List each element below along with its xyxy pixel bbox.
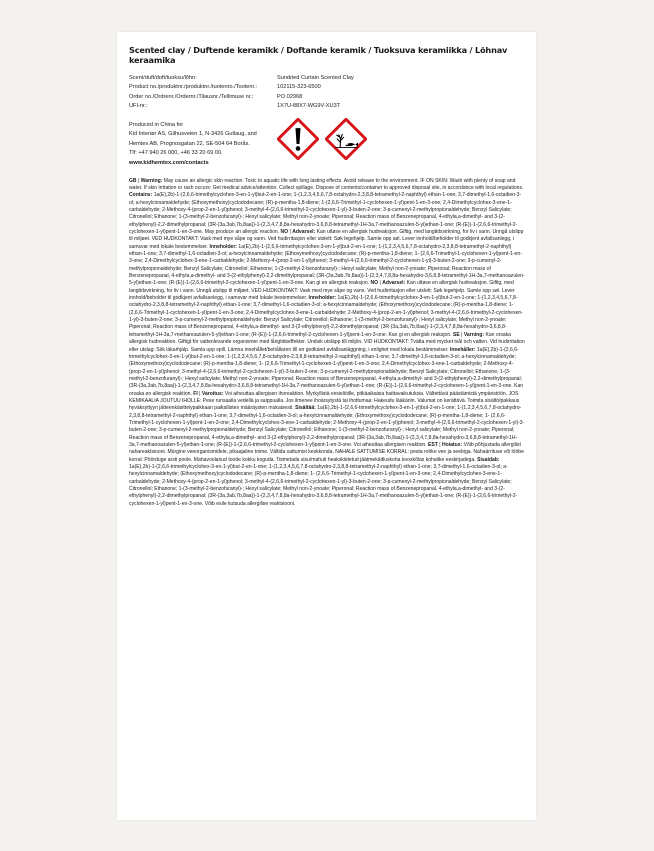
hazard-statements: GB | Warning: May cause an allergic skin reaction. Toxic to aquatic life with long lasting effects. Avoid release to the environment. IF ON SKIN: Wash with plenty of soap and water. If skin irritation or rash occurs: Get medical advice/attention. Collect spillage. Dispose of contents/container to approved disposal site, in accordance with local regulations. Contains: 1a(E),2b)-1-(2,6,6-trimethylcyclohex-3-en-1-yl)but-2-en-1-one; 1-(1,2,3,4,5,6,7,8-octahydro-2,3,8,8-tetramethyl-2-naphthyl) ethan-1-one; 3,7-dimethyl-1,6-octadien-3-ol; a-hexylcinnamaldehyde; (Ethoxymethoxy)cyclododecane; (R)-p-mentha-1,8-diene; 1-(2,6,6-Trimethyl-1-cyclohexen-1-yl)pent-1-en-3-one; 2,4-Dimethylcyclohex-3-ene-1-carbaldehyde; 2-Methoxy-4-(prop-2-en-1-yl)phenol; 3-methyl-4-(2,6,6-trimethyl-2-cyclohexen-1-yl)-3-buten-2-one; 3-p-cumenyl-2-methylpropionaldehyde; Benzyl Salicylate; Citronellol; Ethanone; 1-(3-methyl-2-benzofuranyl)-; Hexyl salicylate; Methyl non-2-ynoate; Piperonal; Reaction mass of Benzenepropanal, 4-ethyla,a-dimethyl- and 3-(2-ethylphenyl)-2,2-dimethylpropanal; (3R-(3a,3ab,7b,8aa))-1-(2,3,4,7,8,8a-hexahydro-3,6,8,8-tetramethyl-1H-3a,7-methanoazulen-5-yl)ethan-1-one; (R-(E))-1-(2,6,6-trimethyl-2-cyclohexen-1-yl)pent-1-en-3-one. May produce an allergic reaction. NO | Advarsel: Kan utløse en allergisk hudreaksjon. Giftig, med langtidsvirkning, for liv i vann. Unngå utslipp til miljøet. VED HUDKONTAKT: Vask med mye såpe og vann. Ved hudirritasjon eller utslett: Søk legehjelp. Samle opp søl. Lever innhold/beholder til godkjent avfallsanlegg, i samsvar med lokale bestemmelser. Inneholder: 1a(E),2b)-1-(2,6,6-trimethylcyclohex-3-en-1-yl)but-2-en-1-one; 1-(1,2,3,4,5,6,7,8-octahydro-2,3,8,8-tetramethyl-2-naphthyl) ethan-1-one; 3,7-dimethyl-1,6-octadien-3-ol; a-hexylcinnamaldehyde; (Ethoxymethoxy)cyclododecane; (R)-p-mentha-1,8-diene; 1- (2,6,6-Trimethyl-1-cyclohexen-1-yl)pent-1-en-3-one; 2,4-Dimethylcyclohex-3-ene-1-carbaldehyde; 2-Methoxy-4-(prop-2-en-1-yl)phenol; 3-methyl-4-(2,6,6-trimethyl-2-cyclohexen-1-yl)-3-buten-2-one; 3-p-cumenyl-2-methylpropionaldehyde; Benzyl Salicylate; Citronellol; Ethanone; 1-(3-methyl-2-benzofuranyl)-; Hexyl salicylate; Methyl non-2-ynoate; Piperonal; Reaction mass of Benzenepropanal, 4-ethyla,a-dimethyl- and 3-(2-ethylphenyl)-2,2-dimethylpropanal; (3R-(3a,3ab,7b,8aa))-1-(2,3,4,7,8,8a-hexahydro-3,6,8,8-tetramethyl-1H-3a,7-methanoazulen-5-yl)ethan-1-one; (R-(E))-1-(2,6,6-trimethyl-2-cyclohexen-1-yl)pent-1-en-3-one. Kan gi en allergisk reaksjon. NO | Advarsel: Kan utløse en allergisk hudreaksjon. Giftig, med langtidsvirkning, for liv i vann. Unngå utslipp til miljøet. VED HUDKONTAKT: Vask med mye såpe og vann. Ved hudirritasjon eller utslett: Søk legehjelp. Samle opp søl. Lever innhold/beholder til godkjent avfallsanlegg, i samsvar med lokale bestemmelser. Inneholder: 1a(E),2b)-1-(2,6,6-trimethylcyclohex-3-en-1-yl)but-2-en-1-one; 1-(1,2,3,4,5,6,7,8-octahydro-2,3,8,8-tetramethyl-2-naphthyl) ethan-1-one; 3,7-dimethyl-1,6-octadien-3-ol; a-hexylcinnamaldehyde; (Ethoxymethoxy)cyclododecane; (R)-p-mentha-1,8-diene; 1- (2,6,6-Trimethyl-1-cyclohexen-1-yl)pent-1-en-3-one; 2,4-Dimethylcyclohex-3-ene-1-carbaldehyde; 2-Methoxy-4-(prop-2-en-1-yl)phenol; 3-methyl-4-(2,6,6-trimethyl-2-cyclohexen-1-yl)-3-buten-2-one; 3-p-cumenyl-2-methylpropionaldehyde; Benzyl Salicylate; Citronellol; Ethanone; 1-(3-methyl-2-benzofuranyl)-; Hexyl salicylate; Methyl non-2-ynoate; Piperonal; Reaction mass of Benzenepropanal, 4-ethyla,a-dimethyl- and 3-(2-ethylphenyl)-2,2-dimethylpropanal; (3R-(3a,3ab,7b,8aa))-1-(2,3,4,7,8,8a-hexahydro-3,6,8,8-tetramethyl-1H-3a,7-methanoazulen-5-yl)ethan-1-one; (R-(E))-1-(2,6,6-trimethyl-2-cyclohexen-1-yl)pent-1-en-3-one. Kan gi en allergisk reaksjon. SE | Varning: Kan orsaka allergisk hudreaktion. Giftigt för vattenlevande organismer med långtidseffekter. Undvik utsläpp till miljön. VID HUDKONTAKT: Tvätta med mycket tvål och vatten. Vid hudirritation eller utslag: Sök läkarhjälp. Samla upp spill. Lämna innehållet/behållaren till en godkänd avfallsanläggning, i enlighet med lokala bestämmelser. Innehåller: 1a(E),2b)-1-(2,6,6-trimethylcyclohex-3-en-1-yl)but-2-en-1-one; 1-(1,2,3,4,5,6,7,8-octahydro-2,3,8,8-tetramethyl-2-naphthyl) ethan-1-one; 3,7-dimethyl-1,6-octadien-3-ol; a-hexylcinnamaldehyde; (Ethoxymethoxy)cyclododecane; (R)-p-mentha-1,8-diene; 1- (2,6,6-Trimethyl-1-cyclohexen-1-yl)pent-1-en-3-one; 2,4-Dimethylcyclohex-3-ene-1-carbaldehyde; 2-Methoxy-4-(prop-2-en-1-yl)phenol; 3-methyl-4-(2,6,6-trimethyl-2-cyclohexen-1-yl)-3-buten-2-one; 3-p-cumenyl-2-methylpropionaldehyde; Benzyl Salicylate; Citronellol; Ethanone; 1-(3-methyl-2-benzofuranyl)-; Hexyl salicylate; Methyl non-2-ynoate; Piperonal; Reaction mass of Benzenepropanal, 4-ethyla,a-dimethyl- and 3-(2-ethylphenyl)-2,2-dimethylpropanal; (3R-(3a,3ab,7b,8aa))-1-(2,3,4,7,8,8a-hexahydro-3,6,8,8-tetramethyl-1H-3a,7-methanoazulen-5-yl)ethan-1-one; (R-(E))-1-(2,6,6-trimethyl-2-cyclohexen-1-yl)pent-1-en-3-one. Kan orsaka en allergisk reaktion. FI | Varoitus: Voi aiheuttaa allergisen ihoreaktion. Myrkyllistä vesieliöille, pitkäaikaisia haittavaikutuksia. Vältettävä päästämistä ympäristöön. JOS KEMIKAALIA JOUTUU IHOLLE: Pese runsaalla vedellä ja saippualla. Jos ilmenee ihoärsytystä tai ihottumaa: Hakeudu lääkäriin. Valumat on kerättävä. Toimita sisältö/pakkaus hyväksyttyyn jätteenkäsittelypaikkaan paikallisten määräysten mukaisesti. Sisältää: 1a(E),2b)-1-(2,6,6-trimethylcyclohex-3-en-1-yl)but-2-en-1-one; 1-(1,2,3,4,5,6,7,8-octahydro-2,3,8,8-tetramethyl-2-naphthyl) ethan-1-one; 3,7-dimethyl-1,6-octadien-3-ol; a-hexylcinnamaldehyde; (Ethoxymethoxy)cyclododecane; (R)-p-mentha-1,8-diene; 1- (2,6,6-Trimethyl-1-cyclohexen-1-yl)pent-1-en-3-one; 2,4-Dimethylcyclohex-3-ene-1-carbaldehyde; 2-Methoxy-4-(prop-2-en-1-yl)phenol; 3-methyl-4-(2,6,6-trimethyl-2-cyclohexen-1-yl)-3-buten-2-one; 3-p-cumenyl-2-methylpropionaldehyde; Benzyl Salicylate; Citronellol; Ethanone; 1-(3-methyl-2-benzofuranyl)-; Hexyl salicylate; Methyl non-2-ynoate; Piperonal; Reaction mass of Benzenepropanal, 4-ethyla,a-dimethyl- and 3-(2-ethylphenyl)-2,2-dimethylpropanal; (3R-(3a,3ab,7b,8aa))-1-(2,3,4,7,8,8a-hexahydro-3,6,8,8-tetramethyl-1H-3a,7-methanoazulen-5-yl)ethan-1-one; (R-(E))-1-(2,6,6-trimethyl-2-cyclohexen-1-yl)pent-1-en-3-one. Voi aiheuttaa allergisen reaktion. EST | Hoiatus: Võib põhjustada allergilist nahareaktsiooni. Mürgine veeorganismidele, pikaajaline toime. Vältida sattumist keskkonda. NAHALE SATTUMISE KORRAL: pesta rohke vee ja seebiga. Nahaärrituse või lööbe korral: Pöörduge arsti poole. Mahavoolanud toode kokku koguda. Toimetada sisu/mahuti heakskiidetud jäätmekäitluskoha kooskõlas kohalike eeskirjadega. Sisaldab: 1a(E),2b)-1-(2,6,6-trimethylcyclohex-3-en-1-yl)but-2-en-1-one; 1-(1,2,3,4,5,6,7,8-octahydro-2,3,8,8-tetramethyl-2-naphthyl) ethan-1-one; 3,7-dimethyl-1,6-octadien-3-ol; a-hexylcinnamaldehyde; (Ethoxymethoxy)cyclododecane; (R)-p-mentha-1,8-diene; 1- (2,6,6-Trimethyl-1-cyclohexen-1-yl)pent-1-en-3-one; 2,4-Dimethylcyclohex-3-ene-1-carbaldehyde; 2-Methoxy-4-(prop-2-en-1-yl)phenol; 3-methyl-4-(2,6,6-trimethyl-2-cyclohexen-1-yl)-3-buten-2-one; 3-p-cumenyl-2-methylpropionaldehyde; Benzyl Salicylate; Citronellol; Ethanone; 1-(3-methyl-2-benzofuranyl)-; Hexyl salicylate; Methyl non-2-ynoate; Piperonal; Reaction mass of Benzenepropanal, 4-ethyla,a-dimethyl- and 3-(2-ethylphenyl)-2,2-dimethylpropanal; (3R-(3a,3ab,7b,8aa))-1-(2,3,4,7,8,8a-hexahydro-3,6,8,8-tetramethyl-1H-3a,7-methanoazulen-5-yl)ethan-1-one; (R-(E))-1-(2,6,6-trimethyl-2-cyclohexen-1-yl)pent-1-en-3-one. Võib esile kutsuda allergilise reaktsiooni.	[129, 177, 525, 507]
contains-label-no: Inneholder:	[209, 243, 237, 250]
contains-list-se: 1a(E),2b)-1-(2,6,6-trimethylcyclohex-3-en-1-yl)but-2-en-1-one; 1-(1,2,3,4,5,6,7,8-octahydro-2,3,8,8-tetramethyl-2-naphthyl) ethan-1-one; 3,7-dimethyl-1,6-octadien-3-ol; a-hexylcinnamaldehyde; (Ethoxymethoxy)cyclododecane; (R)-p-mentha-1,8-diene; 1- (2,6,6-Trimethyl-1-cyclohexen-1-yl)pent-1-en-3-one; 2,4-Dimethylcyclohex-3-ene-1-carbaldehyde; 2-Methoxy-4-(prop-2-en-1-yl)phenol; 3-methyl-4-(2,6,6-trimethyl-2-cyclohexen-1-yl)-3-buten-2-one; 3-p-cumenyl-2-methylpropionaldehyde; Benzyl Salicylate; Citronellol; Ethanone; 1-(3-methyl-2-benzofuranyl)-; Hexyl salicylate; Methyl non-2-ynoate; Piperonal; Reaction mass of Benzenepropanal, 4-ethyla,a-dimethyl- and 3-(2-ethylphenyl)-2,2-dimethylpropanal; (3R-(3a,3ab,7b,8aa))-1-(2,3,4,7,8,8a-hexahydro-3,6,8,8-tetramethyl-1H-3a,7-methanoazulen-5-yl)ethan-1-one; (R-(E))-1-(2,6,6-trimethyl-2-cyclohexen-1-yl)pent-1-en-3-one. Kan orsaka en allergisk reaktion.	[129, 346, 524, 397]
signal-word-gb: Warning:	[140, 177, 163, 184]
contains-list-no-2: 1a(E),2b)-1-(2,6,6-trimethylcyclohex-3-en-1-yl)but-2-en-1-one; 1-(1,2,3,4,5,6,7,8-octahydro-2,3,8,8-tetramethyl-2-naphthyl) ethan-1-one; 3,7-dimethyl-1,6-octadien-3-ol; a-hexylcinnamaldehyde; (Ethoxymethoxy)cyclododecane; (R)-p-mentha-1,8-diene; 1- (2,6,6-Trimethyl-1-cyclohexen-1-yl)pent-1-en-3-one; 2,4-Dimethylcyclohex-3-ene-1-carbaldehyde; 2-Methoxy-4-(prop-2-en-1-yl)phenol; 3-methyl-4-(2,6,6-trimethyl-2-cyclohexen-1-yl)-3-buten-2-one; 3-p-cumenyl-2-methylpropionaldehyde; Benzyl Salicylate; Citronellol; Ethanone; 1-(3-methyl-2-benzofuranyl)-; Hexyl salicylate; Methyl non-2-ynoate; Piperonal; Reaction mass of Benzenepropanal, 4-ethyla,a-dimethyl- and 3-(2-ethylphenyl)-2,2-dimethylpropanal; (3R-(3a,3ab,7b,8aa))-1-(2,3,4,7,8,8a-hexahydro-3,6,8,8-tetramethyl-1H-3a,7-methanoazulen-5-yl)ethan-1-one; (R-(E))-1-(2,6,6-trimethyl-2-cyclohexen-1-yl)pent-1-en-3-one. Kan gi en allergisk reaksjon.	[129, 295, 523, 338]
signal-word-no: Advarsel:	[292, 229, 316, 235]
contains-label-no-2: Inneholder:	[308, 295, 337, 302]
signal-word-se: Varning:	[463, 331, 485, 338]
hazard-text-fi: Voi aiheuttaa allergisen ihoreaktion. Myrkyllistä vesieliöille, pitkäaikaisia haittavaikutuksia. Vältettävä päästämistä ympäristöön. JOS KEMIKAALIA JOUTUU IHOLLE: Pese runsaalla vedellä ja saippualla. Jos ilmenee ihoärsytystä tai ihottumaa: Hakeudu lääkäriin. Valumat on kerättävä. Toimita sisältö/pakkaus hyväksyttyyn jätteenkäsittelypaikkaan paikallisten määräysten mukaisesti.	[129, 390, 520, 412]
hazard-text-no: Kan utløse en allergisk hudreaksjon. Giftig, med langtidsvirkning, for liv i vann. Unngå utslipp til miljøet. VED HUDKONTAKT: Vask med mye såpe og vann. Ved hudirritasjon eller utslett: Søk legehjelp. Samle opp søl. Lever innhold/beholder til godkjent avfallsanlegg, i samsvar med lokale bestemmelser.	[129, 229, 524, 250]
hazard-text-no-2: Kan utløse en allergisk hudreaksjon. Giftig, med langtidsvirkning, for liv i vann. Unngå utslipp til miljøet. VED HUDKONTAKT: Vask med mye såpe og vann. Ved hudirritasjon eller utslett: Søk legehjelp. Samle opp søl. Lever innhold/beholder til godkjent avfallsanlegg, i samsvar med lokale bestemmelser.	[129, 280, 515, 302]
contains-label-se: Innehåller:	[449, 346, 476, 353]
info-label-scent: Scent/duft/doft/tuoksu/lõhn:	[129, 75, 197, 81]
document-title: Scented clay / Duftende keramikk / Doftande keramik / Tuoksuva keramiikka / Lõhnav keraamika	[129, 45, 508, 65]
info-label-product-no: Product no./produktnr./produktnr./tuotenro./Tootenr.:	[129, 84, 258, 91]
producer-line-kid: Kid Interiør AS, Gilhusveien 1, N-3426 Gullaug, and	[129, 131, 257, 138]
contains-list-fi: 1a(E),2b)-1-(2,6,6-trimethylcyclohex-3-en-1-yl)but-2-en-1-one; 1-(1,2,3,4,5,6,7,8-octahydro-2,3,8,8-tetramethyl-2-naphthyl) ethan-1-one; 3,7-dimethyl-1,6-octadien-3-ol; a-hexylcinnamaldehyde; (Ethoxymethoxy)cyclododecane; (R)-p-mentha-1,8-diene; 1- (2,6,6-Trimethyl-1-cyclohexen-1-yl)pent-1-en-3-one; 2,4-Dimethylcyclohex-3-ene-1-carbaldehyde; 2-Methoxy-4-(prop-2-en-1-yl)phenol; 3-methyl-4-(2,6,6-trimethyl-2-cyclohexen-1-yl)-3-buten-2-one; 3-p-cumenyl-2-methylpropionaldehyde; Benzyl Salicylate; Citronellol; Ethanone; 1-(3-methyl-2-benzofuranyl)-; Hexyl salicylate; Methyl non-2-ynoate; Piperonal; Reaction mass of Benzenepropanal, 4-ethyla,a-dimethyl- and 3-(2-ethylphenyl)-2,2-dimethylpropanal; (3R-(3a,3ab,7b,8aa))-1-(2,3,4,7,8,8a-hexahydro-3,6,8,8-tetramethyl-1H-3a,7-methanoazulen-5-yl)ethan-1-one; (R-(E))-1-(2,6,6-trimethyl-2-cyclohexen-1-yl)pent-1-en-3-one. Voi aiheuttaa allergisen reaktion.	[129, 405, 525, 448]
contains-label-fi: Sisältää:	[295, 405, 316, 412]
info-label-ufi: UFI-nr.:	[129, 103, 148, 110]
lang-code-no-2: NO	[370, 280, 379, 287]
contains-list-est: 1a(E),2b)-1-(2,6,6-trimethylcyclohex-3-en-1-yl)but-2-en-1-one; 1-(1,2,3,4,5,6,7,8-octahydro-2,3,8,8-tetramethyl-2-naphthyl) ethan-1-one; 3,7-dimethyl-1,6-octadien-3-ol; a-hexylcinnamaldehyde; (Ethoxymethoxy)cyclododecane; (R)-p-mentha-1,8-diene; 1- (2,6,6-Trimethyl-1-cyclohexen-1-yl)pent-1-en-3-one; 2,4-Dimethylcyclohex-3-ene-1-carbaldehyde; 2-Methoxy-4-(prop-2-en-1-yl)phenol; 3-methyl-4-(2,6,6-trimethyl-2-cyclohexen-1-yl)-3-buten-2-one; 3-p-cumenyl-2-methylpropionaldehyde; Benzyl Salicylate; Citronellol; Ethanone; 1-(3-methyl-2-benzofuranyl)-; Hexyl salicylate; Methyl non-2-ynoate; Piperonal; Reaction mass of Benzenepropanal, 4-ethyla,a-dimethyl- and 3-(2-ethylphenyl)-2,2-dimethylpropanal; (3R-(3a,3ab,7b,8aa))-1-(2,3,4,7,8,8a-hexahydro-3,6,8,8-tetramethyl-1H-3a,7-methanoazulen-5-yl)ethan-1-one; (R-(E))-1-(2,6,6-trimethyl-2-cyclohexen-1-yl)pent-1-en-3-one. Võib esile kutsuda allergilise reaktsiooni.	[129, 464, 518, 507]
hazard-text-gb: May cause an allergic skin reaction. Toxic to aquatic life with long lasting effects. Avoid release to the environment. IF ON SKIN: Wash with plenty of soap and water. If skin irritation or rash occurs: Get medical advice/attention. Collect spillage. Dispose of contents/container to approved disposal site, in accordance with local regulations.	[129, 177, 524, 191]
producer-website: www.kidhemtex.com/contacts	[129, 160, 209, 166]
environment-hazard-icon	[325, 118, 367, 160]
label-sheet	[117, 32, 536, 820]
contains-list-no: 1a(E),2b)-1-(2,6,6-trimethylcyclohex-3-en-1-yl)but-2-en-1-one; 1-(1,2,3,4,5,6,7,8-octahydro-2,3,8,8-tetramethyl-2-naphthyl) ethan-1-one; 3,7-dimethyl-1,6-octadien-3-ol; a-hexylcinnamaldehyde; (Ethoxymethoxy)cyclododecane; (R)-p-mentha-1,8-diene; 1- (2,6,6-Trimethyl-1-cyclohexen-1-yl)pent-1-en-3-one; 2,4-Dimethylcyclohex-3-ene-1-carbaldehyde; 2-Methoxy-4-(prop-2-en-1-yl)phenol; 3-methyl-4-(2,6,6-trimethyl-2-cyclohexen-1-yl)-3-buten-2-one; 3-p-cumenyl-2-methylpropionaldehyde; Benzyl Salicylate; Citronellol; Ethanone; 1-(3-methyl-2-benzofuranyl)-; Hexyl salicylate; Methyl non-2-ynoate; Piperonal; Reaction mass of Benzenepropanal, 4-ethyla,a-dimethyl- and 3-(2-ethylphenyl)-2,2-dimethylpropanal; (3R-(3a,3ab,7b,8aa))-1-(2,3,4,7,8,8a-hexahydro-3,6,8,8-tetramethyl-1H-3a,7-methanoazulen-5-yl)ethan-1-one; (R-(E))-1-(2,6,6-trimethyl-2-cyclohexen-1-yl)pent-1-en-3-one. Kan gi en allergisk reaksjon.	[129, 243, 525, 287]
signal-word-fi: Varoitus:	[201, 390, 224, 397]
hazard-pictograms	[277, 118, 367, 160]
info-value-ufi: 1X7U-88X7-WG9V-XU3T	[277, 103, 341, 110]
hazard-text-est: Võib põhjustada allergilist nahareaktsiooni. Mürgine veeorganismidele, pikaajaline toime. Vältida sattumist keskkonda. NAHALE SATTUMISE KORRAL: pesta rohke vee ja seebiga. Nahaärrituse või lööbe korral: Pöörduge arsti poole. Mahavoolanud toode kokku koguda. Toimetada sisu/mahuti heakskiidetud jäätmekäitluskoha kooskõlas kohalike eeskirjadega.	[129, 441, 524, 463]
contains-label-gb: Contains:	[129, 192, 153, 199]
exclamation-mark-hazard-icon	[277, 118, 319, 160]
lang-code-gb: GB	[129, 177, 137, 184]
producer-section	[129, 121, 525, 169]
label-content	[129, 45, 525, 508]
info-value-order-no: PO 02968	[277, 93, 303, 100]
info-label-order-no: Order no./Ordrenr./Ordernr./Tilausnr./Tellimuse nr.:	[129, 93, 254, 100]
contains-list-gb: 1a(E),2b)-1-(2,6,6-trimethylcyclohex-3-en-1-yl)but-2-en-1-one; 1-(1,2,3,4,5,6,7,8-octahydro-2,3,8,8-tetramethyl-2-naphthyl) ethan-1-one; 3,7-dimethyl-1,6-octadien-3-ol; a-hexylcinnamaldehyde; (Ethoxymethoxy)cyclododecane; (R)-p-mentha-1,8-diene; 1-(2,6,6-Trimethyl-1-cyclohexen-1-yl)pent-1-en-3-one; 2,4-Dimethylcyclohex-3-ene-1-carbaldehyde; 2-Methoxy-4-(prop-2-en-1-yl)phenol; 3-methyl-4-(2,6,6-trimethyl-2-cyclohexen-1-yl)-3-buten-2-one; 3-p-cumenyl-2-methylpropionaldehyde; Benzyl Salicylate; Citronellol; Ethanone; 1-(3-methyl-2-benzofuranyl)-; Hexyl salicylate; Methyl non-2-ynoate; Piperonal; Reaction mass of Benzenepropanal, 4-ethyla,a-dimethyl- and 3-(2-ethylphenyl)-2,2-dimethylpropanal; (3R-(3a,3ab,7b,8aa))-1-(2,3,4,7,8,8a-hexahydro-3,6,8,8-tetramethyl-1H-3a,7-methanoazulen-5-yl)ethan-1-one; (R-(E))-1-(2,6,6-trimethyl-2-cyclohexen-1-yl)pent-1-en-3-one. May produce an allergic reaction.	[129, 192, 522, 235]
hazard-text-se: Kan orsaka allergisk hudreaktion. Giftigt för vattenlevande organismer med långtidseffekter. Undvik utsläpp till miljön. VID HUDKONTAKT: Tvätta med mycket tvål och vatten. Vid hudirritation eller utslag: Sök läkarhjälp. Samla upp spill. Lämna innehållet/behållaren till en godkänd avfallsanläggning, i enlighet med lokala bestämmelser.	[129, 331, 525, 353]
product-info	[129, 74, 525, 112]
producer-line-phone: Tlf: +47 940 26 000, +46 33 20 69 00.	[129, 150, 223, 157]
signal-word-no-2: Advarsel:	[382, 280, 406, 287]
producer-address	[129, 121, 277, 169]
producer-line-hemtex: Hemtex AB, Prognosgatan 22, SE-504 64 Borås.	[129, 140, 250, 147]
lang-code-no: NO	[280, 229, 289, 235]
info-value-scent: Sundried Curtain Scented Clay	[277, 75, 354, 81]
lang-code-se: SE	[452, 331, 460, 338]
contains-label-est: Sisaldab:	[477, 456, 500, 463]
lang-code-fi: FI	[193, 390, 198, 397]
lang-code-est: EST	[428, 441, 438, 448]
signal-word-est: Hoiatus:	[442, 441, 463, 448]
info-value-product-no: 102115-323-6500	[277, 84, 321, 91]
producer-line-origin: Produced in China for	[129, 121, 184, 128]
